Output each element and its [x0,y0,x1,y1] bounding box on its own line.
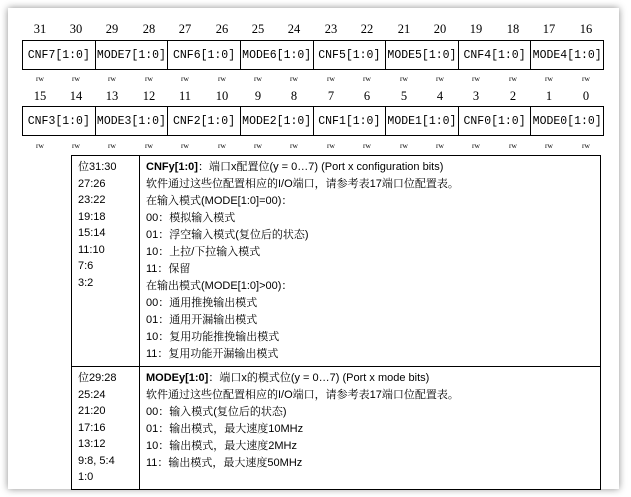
cnf-bit-positions [72,156,140,367]
cnf-title-name: CNFy[1:0] [146,161,198,173]
bit-number: 22 [360,22,374,36]
bit-number: 29 [105,22,119,36]
access-label: rw [509,74,517,83]
field-cnf6: CNF6[1:0] [168,41,241,69]
access-label: rw [545,74,553,83]
field-cnf2: CNF2[1:0] [168,107,241,135]
access-label: rw [509,141,517,150]
access-label: rw [290,74,298,83]
access-label: rw [400,141,408,150]
bit-number: 31 [33,22,47,36]
bit-number: 28 [142,22,156,36]
access-label: rw [290,141,298,150]
access-label: rw [254,74,262,83]
field-cnf7: CNF7[1:0] [23,41,96,69]
access-label: rw [472,141,480,150]
mode-description-row [72,367,601,490]
access-label: rw [582,74,590,83]
mode-bit-positions [72,367,140,490]
description-line: 01：浮空输入模式(复位后的状态) [146,229,309,241]
access-label: rw [472,74,480,83]
field-mode5: MODE5[1:0] [386,41,459,69]
mode-description [140,367,601,490]
field-mode4: MODE4[1:0] [532,48,602,62]
bit-number: 10 [215,89,229,103]
bit-range: 21:20 [78,405,106,417]
bit-number: 4 [436,89,444,103]
bit-number: 20 [433,22,447,36]
access-label: rw [582,141,590,150]
bit-range: 11:10 [78,243,105,256]
access-label: rw [327,74,335,83]
field-mode1: MODE1[1:0] [386,107,459,135]
access-label: rw [72,74,80,83]
bit-description-table [71,155,601,490]
access-label: rw [436,141,444,150]
bit-range: 位31:30 [78,161,117,173]
bit-range: 13:12 [78,438,106,450]
bit-number: 19 [469,22,483,36]
description-line: 01：输出模式，最大速度10MHz [146,423,304,435]
bit-number: 1 [545,89,553,103]
bit-range: 19:18 [78,210,106,223]
bit-range: 17:16 [78,421,106,434]
mode-title-desc: ：端口x的模式位(y = 0…7) (Port x mode bits) [208,372,430,384]
access-label: rw [108,141,116,150]
bit-number: 26 [215,22,229,36]
bit-range: 25:24 [78,388,106,401]
description-line: 10：上拉/下拉输入模式 [146,246,261,258]
access-row-high [22,74,606,84]
bit-number: 11 [178,89,192,103]
description-line: 00：输入模式(复位后的状态) [146,406,287,418]
field-cnf0: CNF0[1:0] [459,107,532,135]
bit-number: 25 [251,22,265,36]
cnf-description-row [72,156,601,367]
mode-title-name: MODEy[1:0] [146,372,209,384]
access-label: rw [218,141,226,150]
bit-number: 17 [542,22,556,36]
access-label: rw [36,141,44,150]
access-label: rw [254,141,262,150]
access-label: rw [436,74,444,83]
description-line: 10：复用功能推挽输出模式 [146,331,280,343]
access-label: rw [145,141,153,150]
access-label: rw [363,74,371,83]
bit-number: 23 [324,22,338,36]
description-line: 11：输出模式，最大速度50MHz [146,457,303,469]
bit-number: 27 [178,22,192,36]
mode-title [146,370,594,387]
field-cnf4: CNF4[1:0] [459,41,532,69]
description-line: 11：复用功能开漏输出模式 [146,348,279,360]
cnf-title [146,159,594,176]
bit-number: 14 [69,89,83,103]
access-label: rw [400,74,408,83]
field-cnf5: CNF5[1:0] [314,41,387,69]
bit-number: 0 [582,89,590,103]
field-cnf3: CNF3[1:0] [23,107,96,135]
access-label: rw [545,141,553,150]
bit-number: 9 [254,89,262,103]
bit-number: 7 [327,89,335,103]
field-mode7: MODE7[1:0] [96,41,169,69]
bit-number: 21 [397,22,411,36]
bit-number: 16 [579,22,593,36]
description-line: 01：通用开漏输出模式 [146,314,258,326]
bit-number-row-low [22,89,606,105]
bit-number: 6 [363,89,371,103]
access-label: rw [36,74,44,83]
access-label: rw [72,141,80,150]
bit-range: 7:6 [78,260,94,272]
description-line: 软件通过这些位配置相应的I/O端口，请参考表17端口位配置表。 [146,178,459,190]
cnf-title-desc: ：端口x配置位(y = 0…7) (Port x configuration bits) [197,161,444,173]
bit-number-row-high [22,22,606,38]
description-line: 00：模拟输入模式 [146,212,236,224]
cnf-description [140,156,601,367]
description-line: 软件通过这些位配置相应的I/O端口，请参考表17端口位配置表。 [146,389,459,401]
description-line: 在输入模式(MODE[1:0]=00)： [146,195,293,207]
field-mode6: MODE6[1:0] [241,41,314,69]
access-label: rw [181,74,189,83]
register-fields-high [22,40,604,70]
description-line: 10：输出模式，最大速度2MHz [146,440,297,452]
bit-number: 12 [142,89,156,103]
bit-number: 2 [509,89,517,103]
field-mode0: MODE0[1:0] [532,114,602,128]
bit-number: 18 [506,22,520,36]
bit-range: 27:26 [78,177,106,190]
bit-number: 5 [400,89,408,103]
access-label: rw [181,141,189,150]
field-cnf1: CNF1[1:0] [314,107,387,135]
bit-number: 30 [69,22,83,36]
access-label: rw [145,74,153,83]
access-label: rw [363,141,371,150]
bit-number: 8 [290,89,298,103]
bit-range: 23:22 [78,194,106,206]
field-mode3: MODE3[1:0] [96,107,169,135]
access-label: rw [218,74,226,83]
access-label: rw [108,74,116,83]
register-fields-low [22,106,604,136]
bit-range: 位29:28 [78,372,117,384]
bit-number: 13 [105,89,119,103]
bit-number: 15 [33,89,47,103]
bit-range: 3:2 [78,276,94,289]
bit-range: 9:8, 5:4 [78,454,115,467]
bit-number: 3 [472,89,480,103]
access-row-low [22,141,606,151]
field-mode2: MODE2[1:0] [241,107,314,135]
bit-range: 15:14 [78,227,106,239]
access-label: rw [327,141,335,150]
description-line: 在输出模式(MODE[1:0]>00)： [146,280,293,292]
bit-range: 1:0 [78,471,94,483]
bit-number: 24 [287,22,301,36]
description-line: 00：通用推挽输出模式 [146,297,258,309]
description-line: 11：保留 [146,263,191,275]
